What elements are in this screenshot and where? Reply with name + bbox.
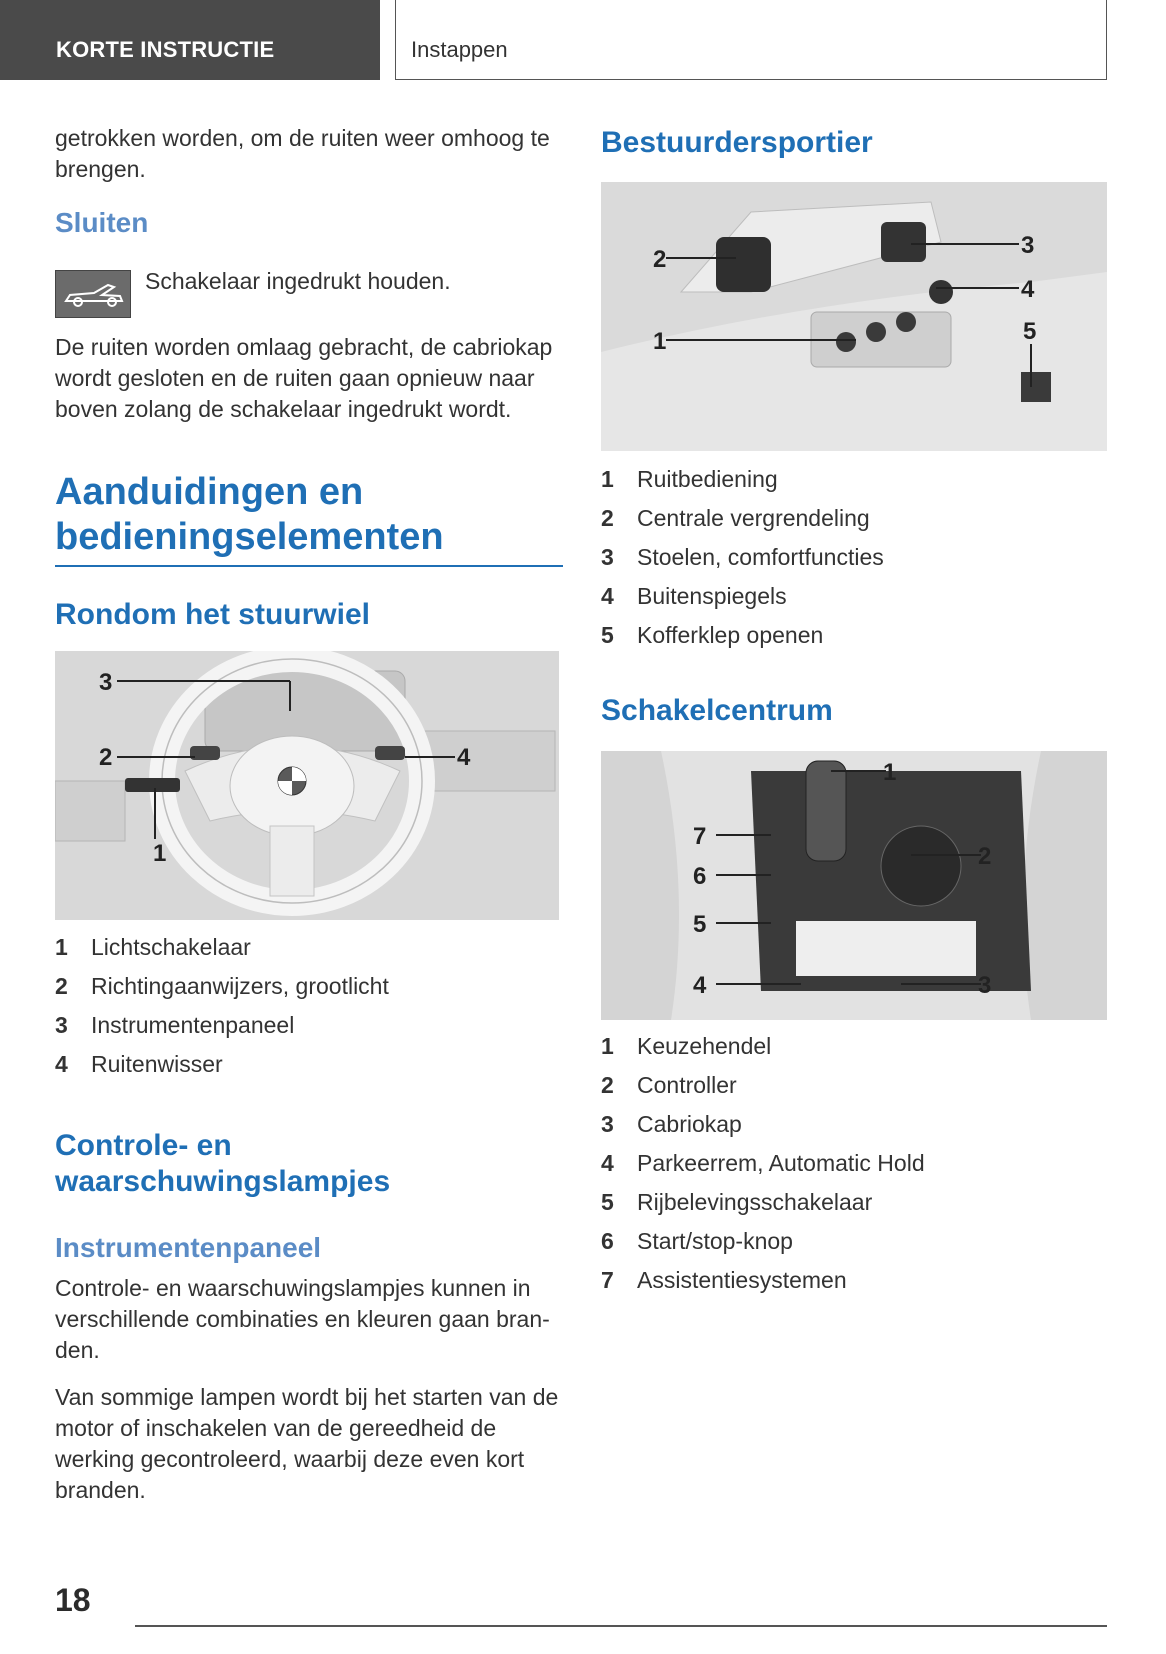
main-heading-line2: bedieningselementen <box>55 516 444 558</box>
callout-6: 6 <box>693 863 707 890</box>
convertible-roof-icon <box>55 270 131 318</box>
steering-wheel-figure <box>55 651 559 920</box>
steering-heading: Rondom het stuurwiel <box>55 598 370 631</box>
list-item: 1 Lichtschakelaar <box>55 934 251 960</box>
intro-text: getrokken worden, om de ruiten weer omhoog te brengen. <box>55 125 550 182</box>
list-item: 4 Parkeerrem, Automatic Hold <box>601 1150 925 1176</box>
main-heading-line1: Aanduidingen en <box>55 471 364 513</box>
list-item: 1 Keuzehendel <box>601 1033 772 1059</box>
driver-door-figure <box>601 182 1107 451</box>
list-item: 4 Buitenspiegels <box>601 583 787 609</box>
callout-2: 2 <box>653 246 667 273</box>
list-item: 7 Assistentiesystemen <box>601 1267 847 1293</box>
center-console-figure <box>601 751 1107 1020</box>
list-item: 2 Controller <box>601 1072 737 1098</box>
sluiten-instruction: Schakelaar ingedrukt houden. <box>145 268 451 294</box>
heading-rule <box>55 565 563 567</box>
console-list <box>601 1027 1109 1300</box>
main-heading <box>55 470 563 560</box>
callout-5: 5 <box>693 911 707 938</box>
warning-paragraph-2: Van sommige lampen wordt bij het starten van de motor of inschakelen van de gereedheid de werking gecontroleerd, waarbij deze even kort branden. <box>55 1384 559 1503</box>
callout-7: 7 <box>693 823 707 850</box>
callout-1: 1 <box>153 840 167 867</box>
page-number: 18 <box>55 1582 91 1618</box>
chapter-title: Instappen <box>395 0 1107 80</box>
list-item: 3 Cabriokap <box>601 1111 742 1137</box>
callout-2: 2 <box>99 744 113 771</box>
door-list <box>601 460 1109 655</box>
list-item: 3 Instrumentenpaneel <box>55 1012 295 1038</box>
callout-4: 4 <box>1021 276 1035 303</box>
callout-1: 1 <box>653 328 667 355</box>
callout-4: 4 <box>457 744 471 771</box>
callout-2: 2 <box>978 843 992 870</box>
callout-3: 3 <box>1021 232 1035 259</box>
console-heading: Schakelcentrum <box>601 694 833 727</box>
steering-list <box>55 928 563 1084</box>
callout-1: 1 <box>883 759 897 786</box>
list-item: 2 Centrale vergrendeling <box>601 505 870 531</box>
footer-rule <box>135 1625 1107 1627</box>
list-item: 1 Ruitbediening <box>601 466 778 492</box>
callout-3: 3 <box>99 669 113 696</box>
list-item: 6 Start/stop-knop <box>601 1228 793 1254</box>
section-tab: KORTE INSTRUCTIE <box>0 0 380 80</box>
callout-5: 5 <box>1023 318 1037 345</box>
door-heading: Bestuurdersportier <box>601 126 873 159</box>
warning-paragraph-1: Controle- en waarschuwingslampjes kunnen in verschillende combinaties en kleuren gaan bran-den. <box>55 1275 550 1363</box>
warning-heading-line1: Controle- en <box>55 1129 232 1162</box>
instrument-subheading: Instrumentenpaneel <box>55 1232 322 1263</box>
list-item: 5 Kofferklep openen <box>601 622 824 648</box>
list-item: 2 Richtingaanwijzers, grootlicht <box>55 973 389 999</box>
callout-3: 3 <box>978 972 992 999</box>
sluiten-heading: Sluiten <box>55 207 149 238</box>
callout-4: 4 <box>693 972 707 999</box>
list-item: 3 Stoelen, comfortfuncties <box>601 544 884 570</box>
warning-heading <box>55 1128 563 1200</box>
list-item: 5 Rijbelevingsschakelaar <box>601 1189 873 1215</box>
warning-heading-line2: waarschuwingslampjes <box>55 1165 391 1198</box>
list-item: 4 Ruitenwisser <box>55 1051 223 1077</box>
sluiten-description: De ruiten worden omlaag gebracht, de cabriokap wordt gesloten en de ruiten gaan opnieuw naar boven zolang de schakelaar ingedrukt wordt. <box>55 334 553 422</box>
